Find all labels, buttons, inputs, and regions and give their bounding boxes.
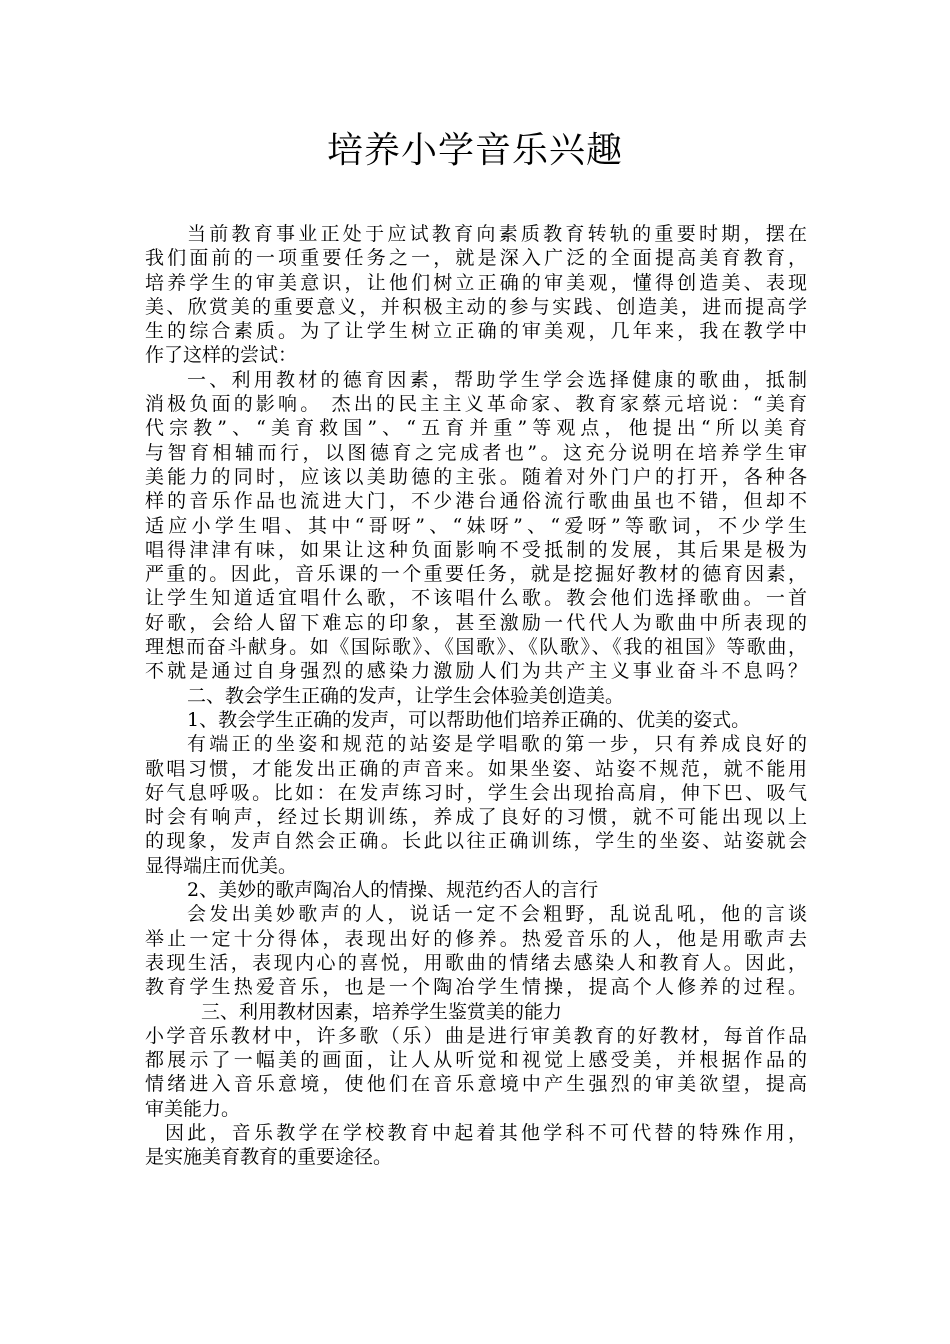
text-line: 作了这样的尝试： bbox=[145, 344, 298, 367]
text-line: 培养学生的审美意识，让他们树立正确的审美观，懂得创造美、表现 bbox=[145, 271, 807, 294]
text-line: 三、利用教材因素，培养学生鉴赏美的能力 bbox=[201, 1000, 563, 1023]
text-line: 样的音乐作品也流进大门，不少港台通俗流行歌曲虽也不错，但却不 bbox=[145, 490, 807, 513]
text-line: 表现生活，表现内心的喜悦，用歌曲的情绪去感染人和教育人。因此， bbox=[145, 951, 807, 974]
text-line: 审美能力。 bbox=[145, 1097, 241, 1120]
text-line: 美能力的同时，应该以美助德的主张。随着对外门户的打开，各种各 bbox=[145, 465, 807, 488]
text-line: 好歌，会给人留下难忘的印象，甚至激励一代代人为歌曲中所表现的 bbox=[145, 611, 807, 634]
text-line: 情绪进入音乐意境，使他们在音乐意境中产生强烈的审美欲望，提高 bbox=[145, 1073, 807, 1096]
text-line: 不就是通过自身强烈的感染力激励人们为共产主义事业奋斗不息吗？ bbox=[145, 660, 807, 683]
text-line: 我们面前的一项重要任务之一，就是深入广泛的全面提高美育教育， bbox=[145, 247, 807, 270]
text-line: 美、欣赏美的重要意义，并积极主动的参与实践、创造美，进而提高学 bbox=[145, 295, 807, 318]
text-line: 因此，音乐教学在学校教育中起着其他学科不可代替的特殊作用， bbox=[165, 1121, 807, 1144]
text-line: 教育学生热爱音乐，也是一个陶冶学生情操，提高个人修养的过程。 bbox=[145, 976, 807, 999]
text-line: 有端正的坐姿和规范的站姿是学唱歌的第一步，只有养成良好的 bbox=[187, 733, 807, 756]
text-line: 小学音乐教材中，许多歌（乐）曲是进行审美教育的好教材，每首作品 bbox=[145, 1024, 807, 1047]
text-line: 让学生知道适宜唱什么歌，不该唱什么歌。教会他们选择歌曲。一首 bbox=[145, 587, 807, 610]
text-line: 的现象，发声自然会正确。长此以往正确训练，学生的坐姿、站姿就会 bbox=[145, 830, 807, 853]
text-line: 显得端庄而优美。 bbox=[145, 854, 298, 877]
text-line: 时会有响声，经过长期训练，养成了良好的习惯，就不可能出现以上 bbox=[145, 806, 807, 829]
text-line: 举止一定十分得体，表现出好的修养。热爱音乐的人，他是用歌声去 bbox=[145, 927, 807, 950]
text-line: 会发出美妙歌声的人，说话一定不会粗野，乱说乱吼，他的言谈 bbox=[187, 903, 807, 926]
text-line: 当前教育事业正处于应试教育向素质教育转轨的重要时期，摆在 bbox=[187, 223, 807, 245]
text-line: 1、教会学生正确的发声，可以帮助他们培养正确的、优美的姿式。 bbox=[187, 708, 751, 731]
text-line: 歌唱习惯，才能发出正确的声音来。如果坐姿、站姿不规范，就不能用 bbox=[145, 757, 807, 780]
text-line: 唱得津津有味，如果让这种负面影响不受抵制的发展，其后果是极为 bbox=[145, 538, 807, 561]
text-line: 严重的。因此，音乐课的一个重要任务，就是挖掘好教材的德育因素， bbox=[145, 563, 807, 586]
text-line: 消极负面的影响。 杰出的民主主义革命家、教育家蔡元培说：“美育 bbox=[145, 393, 807, 416]
document-title: 培养小学音乐兴趣 bbox=[326, 130, 623, 171]
text-line: 与智育相辅而行，以图德育之完成者也”。这充分说明在培养学生审 bbox=[145, 441, 807, 464]
text-line: 二、教会学生正确的发声，让学生会体验美创造美。 bbox=[187, 684, 625, 707]
text-line: 都展示了一幅美的画面，让人从听觉和视觉上感受美，并根据作品的 bbox=[145, 1049, 807, 1072]
text-line: 2、美妙的歌声陶冶人的情操、规范约否人的言行 bbox=[187, 879, 599, 902]
text-line: 适应小学生唱、其中“哥呀”、“妹呀”、“爱呀”等歌词，不少学生 bbox=[145, 514, 807, 537]
text-line: 代宗教”、“美育救国”、“五育并重”等观点，他提出“所以美育 bbox=[145, 417, 807, 440]
text-line: 是实施美育教育的重要途径。 bbox=[145, 1146, 393, 1169]
document-body bbox=[145, 222, 807, 1170]
text-line: 理想而奋斗献身。如《国际歌》、《国歌》、《队歌》、《我的祖国》等歌曲， bbox=[145, 636, 807, 659]
text-line: 好气息呼吸。比如：在发声练习时，学生会出现抬高肩，伸下巴、吸气 bbox=[145, 781, 807, 804]
text-line: 生的综合素质。为了让学生树立正确的审美观，几年来，我在教学中 bbox=[145, 320, 807, 343]
text-line: 一、利用教材的德育因素，帮助学生学会选择健康的歌曲，抵制 bbox=[187, 368, 807, 391]
